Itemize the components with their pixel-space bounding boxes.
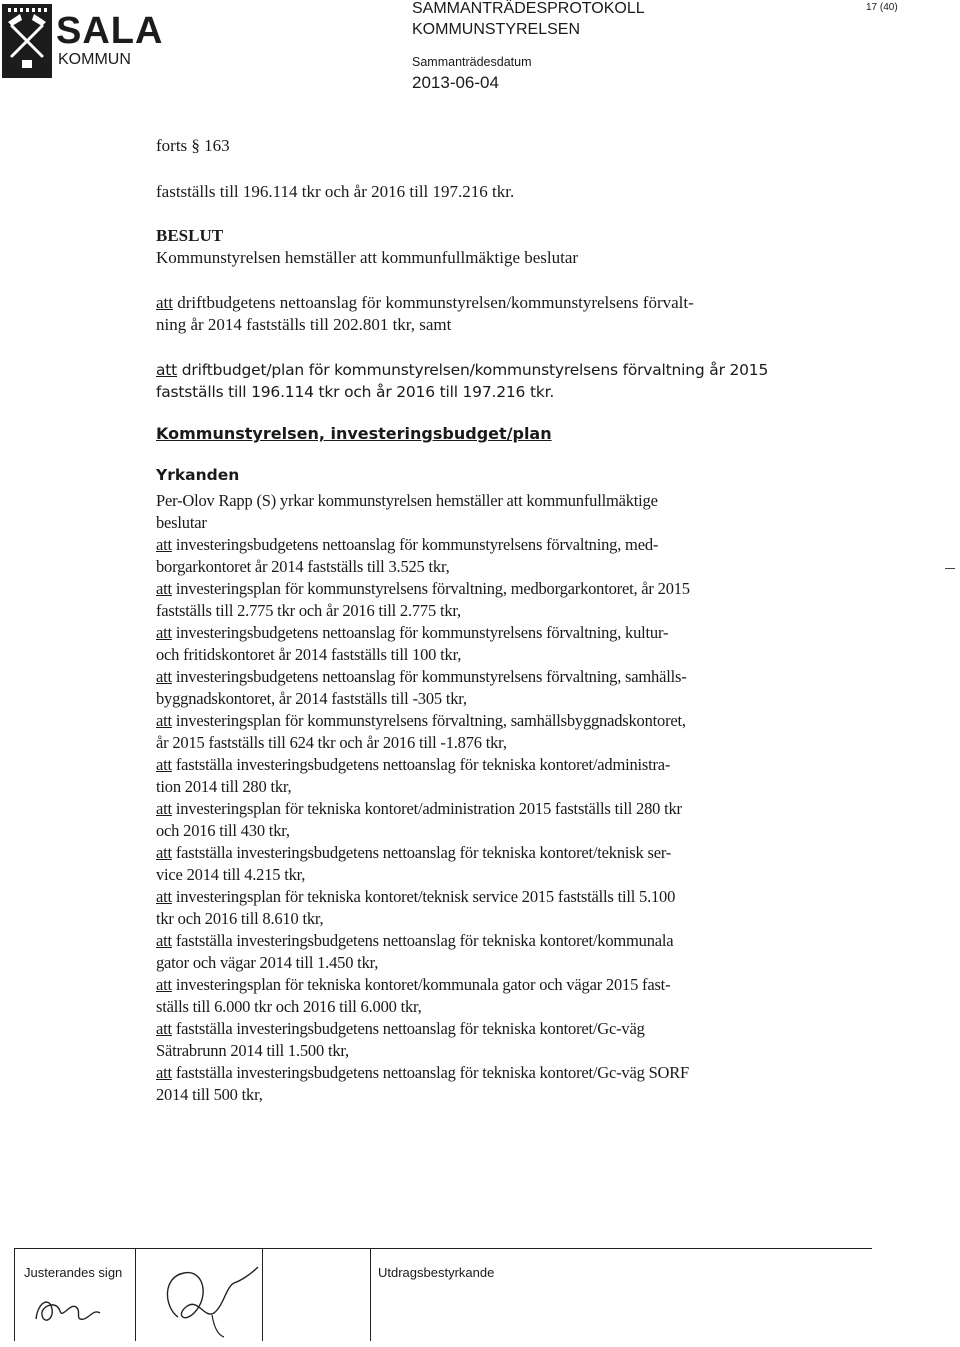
motion-item xyxy=(156,534,856,556)
motion-item xyxy=(156,622,856,644)
motion-item-text: investeringsplan för kommunstyrelsens förvaltning, samhällsbyggnadskontoret, xyxy=(171,711,686,730)
decision-item xyxy=(156,292,694,314)
att-marker: att xyxy=(156,975,172,994)
motion-item-text: investeringsplan för tekniska kontoret/administration 2015 fastställs till 280 tkr xyxy=(171,799,682,818)
motion-item-text: investeringsplan för tekniska kontoret/teknisk service 2015 fastställs till 5.100 xyxy=(171,887,676,906)
motion-item xyxy=(156,1018,856,1040)
signature-footer xyxy=(14,1248,872,1341)
motion-item-text: investeringsplan för tekniska kontoret/kommunala gator och vägar 2015 fast- xyxy=(171,975,671,994)
att-marker: att xyxy=(156,799,172,818)
att-marker: att xyxy=(156,535,172,554)
motion-item-cont: borgarkontoret år 2014 fastställs till 3.525 tkr, xyxy=(156,557,450,576)
motion-item-cont: år 2015 fastställs till 624 tkr och år 2016 till -1.876 tkr, xyxy=(156,733,507,752)
decision-item-cont: ning år 2014 fastställs till 202.801 tkr, samt xyxy=(156,315,452,334)
motion-item-cont: Sätrabrunn 2014 till 1.500 tkr, xyxy=(156,1041,349,1060)
motion-item-text: investeringsplan för kommunstyrelsens förvaltning, medborgarkontoret, år 2015 xyxy=(171,579,690,598)
motion-list xyxy=(156,490,856,1106)
motion-item-text: fastställa investeringsbudgetens nettoanslag för tekniska kontoret/administra- xyxy=(171,755,671,774)
motion-item-cont: och fritidskontoret år 2014 fastställs till 100 tkr, xyxy=(156,645,462,664)
att-marker: att xyxy=(156,843,172,862)
motion-item xyxy=(156,974,856,996)
signature-mark xyxy=(30,1289,110,1333)
document-type: SAMMANTRÄDESPROTOKOLL xyxy=(412,0,645,17)
att-marker: att xyxy=(156,887,172,906)
motion-intro-cont: beslutar xyxy=(156,513,207,532)
motion-item xyxy=(156,578,856,600)
motion-item-cont: 2014 till 500 tkr, xyxy=(156,1085,263,1104)
motion-item xyxy=(156,842,856,864)
intro-text: fastställs till 196.114 tkr och år 2016 till 197.216 tkr. xyxy=(156,182,515,201)
motion-item xyxy=(156,1062,856,1084)
att-marker: att xyxy=(156,755,172,774)
motion-item-cont: fastställs till 2.775 tkr och år 2016 till 2.775 tkr, xyxy=(156,601,461,620)
motion-item xyxy=(156,754,856,776)
meeting-date: 2013-06-04 xyxy=(412,73,499,92)
motion-item xyxy=(156,886,856,908)
motion-item-text: fastställa investeringsbudgetens nettoanslag för tekniska kontoret/Gc-väg xyxy=(171,1019,645,1038)
signature-mark xyxy=(154,1257,264,1341)
logo-wordmark: SALA xyxy=(56,10,164,52)
meeting-date-label: Sammanträdesdatum xyxy=(412,55,532,69)
motion-item-text: investeringsbudgetens nettoanslag för kommunstyrelsens förvaltning, med- xyxy=(171,535,659,554)
logo-subtitle: KOMMUN xyxy=(58,51,131,68)
motion-item-text: investeringsbudgetens nettoanslag för kommunstyrelsens förvaltning, samhälls- xyxy=(171,667,687,686)
decision-item-text: driftbudget/plan för kommunstyrelsen/kommunstyrelsens förvaltning år 2015 xyxy=(177,361,769,379)
decision-item xyxy=(156,359,768,381)
motion-item xyxy=(156,710,856,732)
page-number: 17 (40) xyxy=(866,2,898,13)
motion-item-text: fastställa investeringsbudgetens nettoanslag för tekniska kontoret/Gc-väg SORF xyxy=(171,1063,690,1082)
att-marker: att xyxy=(156,361,178,379)
motion-item-cont: vice 2014 till 4.215 tkr, xyxy=(156,865,306,884)
motion-item-cont: tkr och 2016 till 8.610 tkr, xyxy=(156,909,324,928)
motion-item-text: fastställa investeringsbudgetens nettoanslag för tekniska kontoret/kommunala xyxy=(171,931,674,950)
att-marker: att xyxy=(156,1019,172,1038)
att-marker: att xyxy=(156,711,172,730)
att-marker: att xyxy=(156,931,172,950)
decision-item-text: driftbudgetens nettoanslag för kommunstyrelsen/kommunstyrelsens förvalt- xyxy=(173,293,694,312)
motion-item xyxy=(156,798,856,820)
motion-item xyxy=(156,666,856,688)
motion-item-cont: gator och vägar 2014 till 1.450 tkr, xyxy=(156,953,379,972)
motion-item-cont: tion 2014 till 280 tkr, xyxy=(156,777,292,796)
municipality-logo xyxy=(0,0,164,82)
att-marker: att xyxy=(156,293,173,312)
att-marker: att xyxy=(156,579,172,598)
footer-divider xyxy=(370,1249,372,1341)
section-heading: Kommunstyrelsen, investeringsbudget/plan xyxy=(156,424,552,443)
coat-of-arms-icon xyxy=(2,4,52,78)
att-marker: att xyxy=(156,667,172,686)
utdrag-label: Utdragsbestyrkande xyxy=(378,1265,495,1280)
motion-item xyxy=(156,930,856,952)
motion-item-text: investeringsbudgetens nettoanslag för kommunstyrelsens förvaltning, kultur- xyxy=(171,623,669,642)
motion-intro: Per-Olov Rapp (S) yrkar kommunstyrelsen hemställer att kommunfullmäktige xyxy=(156,491,658,510)
att-marker: att xyxy=(156,1063,172,1082)
board-name: KOMMUNSTYRELSEN xyxy=(412,21,581,38)
justerandes-label: Justerandes sign xyxy=(24,1265,123,1280)
motion-item-cont: byggnadskontoret, år 2014 fastställs till -305 tkr, xyxy=(156,689,467,708)
motions-heading: Yrkanden xyxy=(156,466,240,484)
decision-item-cont: fastställs till 196.114 tkr och år 2016 till 197.216 tkr. xyxy=(156,383,555,401)
margin-mark xyxy=(945,568,955,569)
motion-item-text: fastställa investeringsbudgetens nettoanslag för tekniska kontoret/teknisk ser- xyxy=(171,843,672,862)
att-marker: att xyxy=(156,623,172,642)
motion-item-cont: och 2016 till 430 tkr, xyxy=(156,821,290,840)
paragraph-continued: forts § 163 xyxy=(156,136,230,155)
decision-heading: BESLUT xyxy=(156,226,224,245)
motion-item-cont: ställs till 6.000 tkr och 2016 till 6.000 tkr, xyxy=(156,997,422,1016)
decision-intro: Kommunstyrelsen hemställer att kommunfullmäktige beslutar xyxy=(156,248,579,267)
